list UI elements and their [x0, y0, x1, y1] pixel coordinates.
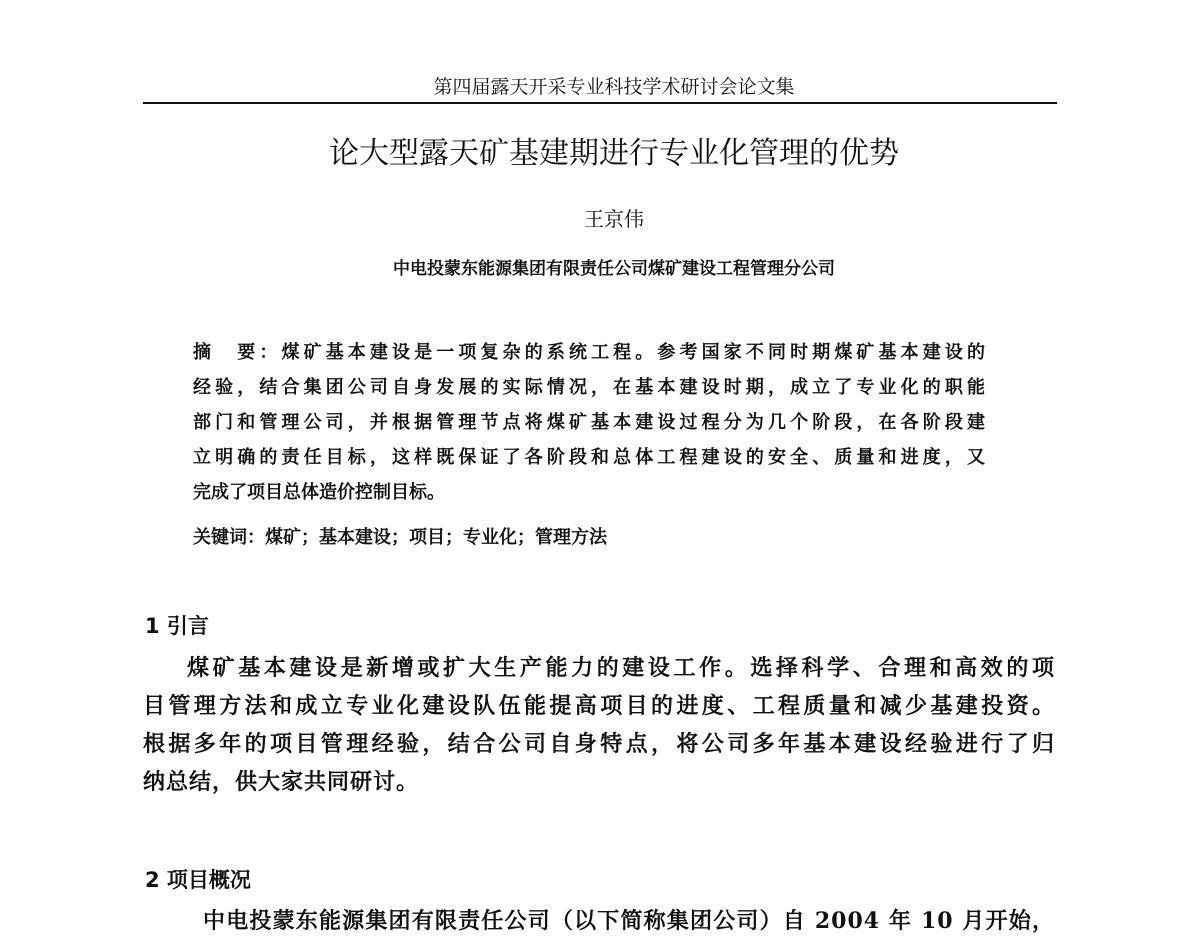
section-heading-1: 1 引言 [145, 614, 209, 638]
paper-title: 论大型露天矿基建期进行专业化管理的优势 [329, 136, 899, 171]
abstract-line: 立明确的责任目标，这样既保证了各阶段和总体工程建设的安全、质量和进度，又 [193, 447, 985, 468]
abstract-line: 完成了项目总体造价控制目标。 [193, 482, 445, 503]
abstract-line: 摘 要：煤矿基本建设是一项复杂的系统工程。参考国家不同时期煤矿基本建设的 [193, 342, 986, 363]
running-header: 第四届露天开采专业科技学术研讨会论文集 [433, 76, 795, 98]
paragraph-line: 纳总结，供大家共同研讨。 [143, 769, 420, 795]
abstract-line: 经验，结合集团公司自身发展的实际情况，在基本建设时期，成立了专业化的职能 [193, 377, 985, 398]
paragraph-line: 根据多年的项目管理经验，结合公司自身特点，将公司多年基本建设经验进行了归 [143, 731, 1055, 757]
abstract-line: 部门和管理公司，并根据管理节点将煤矿基本建设过程分为几个阶段，在各阶段建 [193, 412, 985, 433]
abstract-label: 摘 要： [193, 342, 282, 363]
author: 王京伟 [584, 207, 644, 231]
paragraph-line: 煤矿基本建设是新增或扩大生产能力的建设工作。选择科学、合理和高效的项 [187, 655, 1055, 681]
header-rule [143, 102, 1057, 104]
affiliation: 中电投蒙东能源集团有限责任公司煤矿建设工程管理分公司 [393, 259, 835, 279]
keywords-label: 关键词： [193, 527, 265, 548]
keywords: 关键词：煤矿；基本建设；项目；专业化；管理方法 [193, 527, 607, 548]
paragraph-line: 中电投蒙东能源集团有限责任公司（以下简称集团公司）自 2004 年 10 月开始， [203, 908, 1055, 934]
paragraph-line: 目管理方法和成立专业化建设队伍能提高项目的进度、工程质量和减少基建投资。 [143, 693, 1055, 719]
section-heading-2: 2 项目概况 [145, 868, 251, 892]
